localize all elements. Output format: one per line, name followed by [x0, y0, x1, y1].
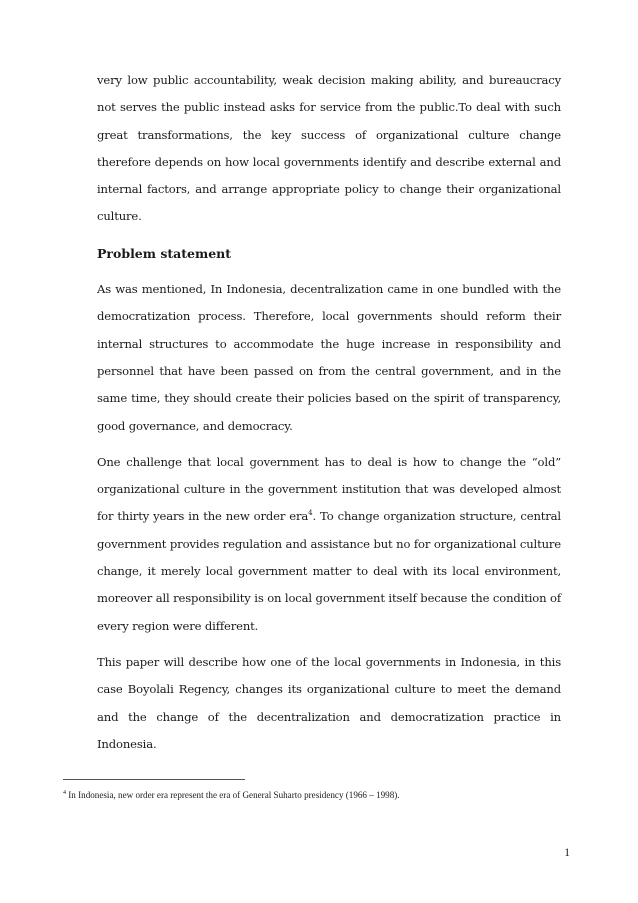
footnote-text: In Indonesia, new order era represent the era of General Suharto presidency (1966 – 1998).	[66, 790, 400, 800]
footnote-reference[interactable]: 4	[308, 509, 313, 518]
page-number: 1	[564, 847, 570, 859]
paragraph-challenge-continuation: . To change organization structure, central government provides regulation and assistance but no for organizational culture change, it merely local government matter to deal with its local environment, moreover all responsibility is on local government itself because the condition of every region were different.	[97, 509, 561, 633]
footnote-number: 4	[63, 789, 66, 796]
section-heading: Problem statement	[97, 245, 232, 261]
footnote	[63, 789, 563, 801]
footnote-divider	[63, 779, 245, 780]
body-text	[97, 67, 561, 767]
paragraph-challenge-text: One challenge that local government has to deal is how to change the “old” organizational culture in the government institution that was developed almost for thirty years in the new order era	[97, 454, 561, 524]
paragraph-decentralization: As was mentioned, In Indonesia, decentralization came in one bundled with the democratization process. Therefore, local governments should reform their internal structures to accommodate the huge increase in responsibility and personnel that have been passed on from the central government, and in the same time, they should create their policies based on the spirit of transparency, good governance, and democracy.	[97, 282, 561, 433]
paragraph-scope: This paper will describe how one of the local governments in Indonesia, in this case Boyolali Regency, changes its organizational culture to meet the demand and the change of the decentralization and democratization practice in Indonesia.	[97, 654, 561, 751]
paragraph-intro: very low public accountability, weak decision making ability, and bureaucracy not serves the public instead asks for service from the public.To deal with such great transformations, the key success of organizational culture change therefore depends on how local governments identify and describe external and internal factors, and arrange appropriate policy to change their organizational culture.	[97, 73, 561, 224]
paragraph-challenge	[97, 449, 561, 640]
